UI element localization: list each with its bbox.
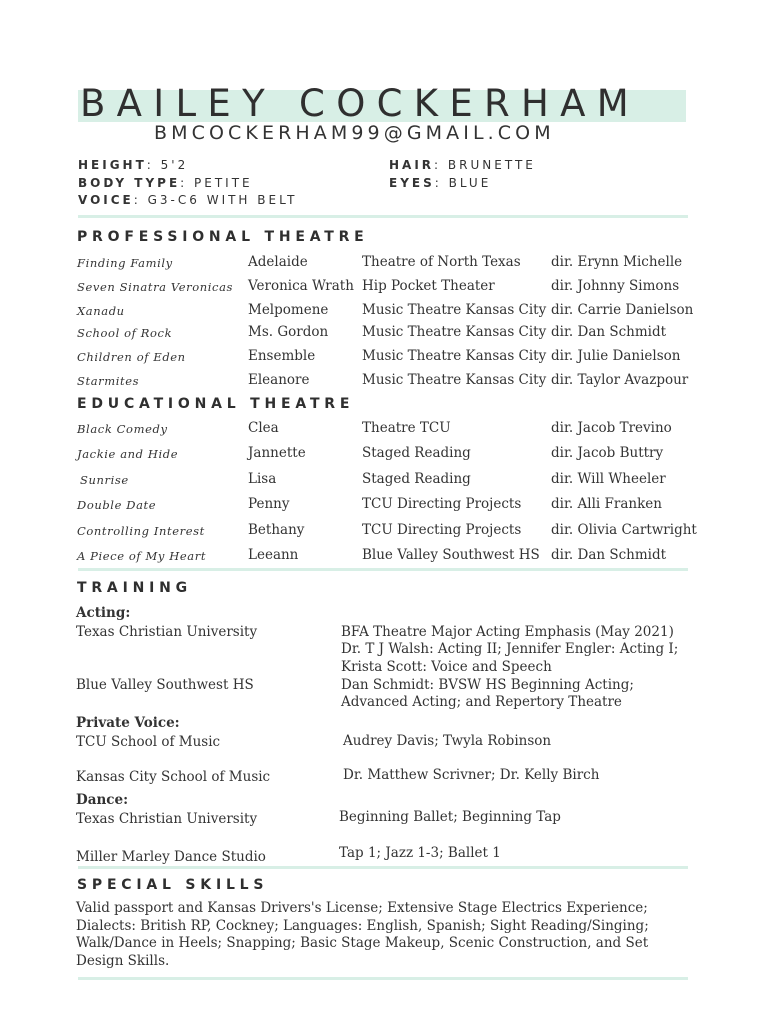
credit-role: Melpomene — [248, 302, 329, 318]
credit-role: Bethany — [248, 522, 305, 538]
stat-body-type: BODY TYPE: PETITE — [78, 176, 253, 190]
credit-director: dir. Will Wheeler — [551, 471, 666, 487]
email-address: BMCOCKERHAM99@GMAIL.COM — [154, 122, 555, 144]
divider — [78, 977, 688, 980]
credit-director: dir. Alli Franken — [551, 496, 662, 512]
credit-venue: Hip Pocket Theater — [362, 278, 495, 294]
credit-director: dir. Jacob Trevino — [551, 420, 672, 436]
credit-role: Veronica Wrath — [248, 278, 354, 294]
training-school: Kansas City School of Music — [76, 769, 271, 785]
divider — [78, 866, 688, 869]
credit-venue: Blue Valley Southwest HS — [362, 547, 540, 563]
credit-show: A Piece of My Heart — [77, 549, 207, 563]
training-detail: Audrey Davis; Twyla Robinson — [343, 733, 552, 749]
training-voice-label: Private Voice: — [76, 715, 180, 731]
credit-director: dir. Dan Schmidt — [551, 547, 667, 563]
stat-height-label: HEIGHT — [78, 158, 147, 172]
credit-director: dir. Erynn Michelle — [551, 254, 683, 270]
stat-voice-label: VOICE — [78, 193, 134, 207]
training-acting-label: Acting: — [76, 605, 131, 621]
stat-eyes: EYES: BLUE — [389, 176, 492, 190]
credit-venue: Music Theatre Kansas City — [362, 348, 547, 364]
stat-eyes-value: BLUE — [448, 176, 492, 190]
credit-venue: Staged Reading — [362, 445, 471, 461]
credit-role: Ensemble — [248, 348, 316, 364]
credit-role: Clea — [248, 420, 279, 436]
stat-hair-label: HAIR — [389, 158, 435, 172]
training-school: Blue Valley Southwest HS — [76, 677, 254, 693]
credit-role: Eleanore — [248, 372, 310, 388]
section-heading-skills: SPECIAL SKILLS — [77, 877, 269, 893]
training-detail: Dan Schmidt: BVSW HS Beginning Acting; Advanced Acting; and Repertory Theatre — [341, 677, 634, 711]
credit-director: dir. Julie Danielson — [551, 348, 681, 364]
candidate-name: BAILEY COCKERHAM — [80, 82, 640, 125]
credit-role: Jannette — [248, 445, 306, 461]
stat-hair-value: BRUNETTE — [447, 158, 536, 172]
stat-height-value: 5'2 — [160, 158, 189, 172]
special-skills-text: Valid passport and Kansas Drivers's License; Extensive Stage Electrics Experience; Dialects: British RP, Cockney; Languages: English, Spanish; Sight Reading/Singing; Walk/Dance in Heels; Snapping; Basic Stage Makeup, Scenic Construction, and Set Design Skills. — [76, 900, 649, 969]
section-heading-educational: EDUCATIONAL THEATRE — [77, 396, 355, 412]
stat-height: HEIGHT: 5'2 — [78, 158, 189, 172]
credit-director: dir. Olivia Cartwright — [551, 522, 697, 538]
credit-director: dir. Jacob Buttry — [551, 445, 664, 461]
credit-show: Seven Sinatra Veronicas — [77, 280, 234, 294]
credit-show: Double Date — [77, 498, 157, 512]
credit-show: Controlling Interest — [77, 524, 205, 538]
credit-venue: Music Theatre Kansas City — [362, 372, 547, 388]
credit-show: Sunrise — [80, 473, 129, 487]
divider — [78, 215, 688, 218]
training-detail: Dr. Matthew Scrivner; Dr. Kelly Birch — [343, 767, 600, 783]
credit-director: dir. Dan Schmidt — [551, 324, 667, 340]
credit-role: Lisa — [248, 471, 277, 487]
credit-show: Jackie and Hide — [77, 447, 179, 461]
training-dance-label: Dance: — [76, 792, 129, 808]
credit-venue: Music Theatre Kansas City — [362, 324, 547, 340]
credit-show: Finding Family — [77, 256, 173, 270]
stat-hair: HAIR: BRUNETTE — [389, 158, 536, 172]
credit-show: Starmites — [77, 374, 140, 388]
training-school: Texas Christian University — [76, 624, 258, 640]
stat-eyes-label: EYES — [389, 176, 435, 190]
credit-show: School of Rock — [77, 326, 173, 340]
training-school: Texas Christian University — [76, 811, 258, 827]
stat-body-value: PETITE — [194, 176, 253, 190]
credit-venue: TCU Directing Projects — [362, 522, 522, 538]
credit-director: dir. Johnny Simons — [551, 278, 680, 294]
credit-show: Xanadu — [77, 304, 125, 318]
credit-role: Adelaide — [248, 254, 308, 270]
training-school: Miller Marley Dance Studio — [76, 849, 266, 865]
credit-venue: TCU Directing Projects — [362, 496, 522, 512]
section-heading-training: TRAINING — [77, 580, 192, 596]
divider — [78, 568, 688, 571]
credit-role: Penny — [248, 496, 290, 512]
credit-venue: Theatre TCU — [362, 420, 451, 436]
stat-body-label: BODY TYPE — [78, 176, 181, 190]
credit-venue: Music Theatre Kansas City — [362, 302, 547, 318]
credit-director: dir. Taylor Avazpour — [551, 372, 689, 388]
training-detail: Beginning Ballet; Beginning Tap — [339, 809, 561, 825]
stat-voice-value: G3-C6 WITH BELT — [147, 193, 298, 207]
training-detail: Tap 1; Jazz 1-3; Ballet 1 — [339, 845, 501, 861]
stat-voice: VOICE: G3-C6 WITH BELT — [78, 193, 298, 207]
credit-role: Ms. Gordon — [248, 324, 329, 340]
credit-venue: Theatre of North Texas — [362, 254, 521, 270]
credit-show: Children of Eden — [77, 350, 186, 364]
credit-show: Black Comedy — [77, 422, 168, 436]
credit-director: dir. Carrie Danielson — [551, 302, 694, 318]
credit-venue: Staged Reading — [362, 471, 471, 487]
section-heading-professional: PROFESSIONAL THEATRE — [77, 229, 369, 245]
credit-role: Leeann — [248, 547, 299, 563]
training-school: TCU School of Music — [76, 734, 221, 750]
training-detail: BFA Theatre Major Acting Emphasis (May 2021) Dr. T J Walsh: Acting II; Jennifer Engler: Acting I; Krista Scott: Voice and Speech — [341, 624, 679, 675]
